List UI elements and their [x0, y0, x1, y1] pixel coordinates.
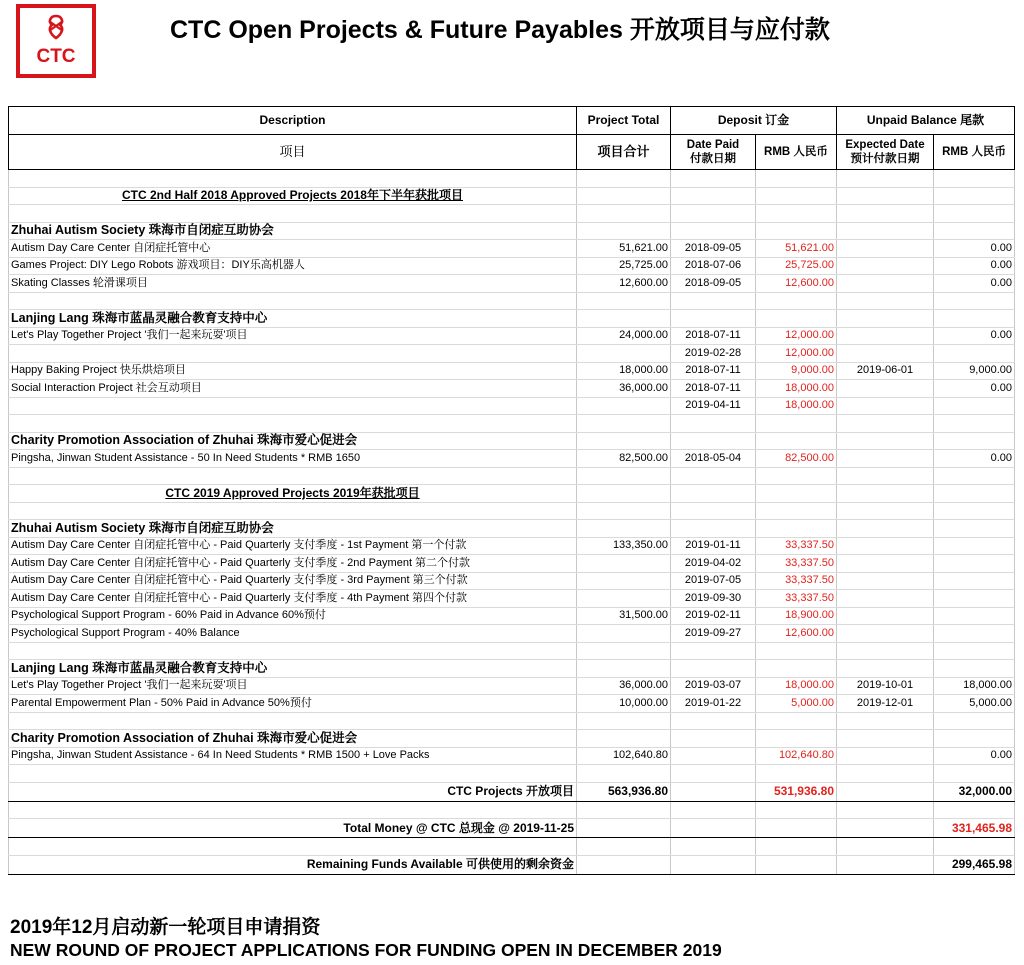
total-money-row	[9, 819, 1015, 838]
deposit-rmb-cell: 12,600.00	[756, 625, 837, 643]
blank-row	[9, 415, 1015, 433]
org-row	[9, 660, 1015, 678]
date-paid-cell: 2019-02-28	[671, 345, 756, 363]
balance-rmb-cell	[934, 555, 1015, 573]
date-paid-cell: 2018-07-11	[671, 380, 756, 398]
expected-date-cell	[837, 345, 934, 363]
date-paid-cell: 2019-07-05	[671, 572, 756, 590]
table-row	[9, 625, 1015, 643]
open-projects-total: 563,936.80	[577, 782, 671, 801]
table-row	[9, 257, 1015, 275]
balance-rmb-cell	[934, 625, 1015, 643]
expected-date-cell	[837, 275, 934, 293]
balance-rmb-cell	[934, 572, 1015, 590]
table-row	[9, 345, 1015, 363]
date-paid-cell: 2019-03-07	[671, 677, 756, 695]
balance-rmb-cell: 0.00	[934, 450, 1015, 468]
expected-date-cell	[837, 555, 934, 573]
description-cell: Pingsha, Jinwan Student Assistance - 50 In Need Students * RMB 1650	[9, 450, 577, 468]
project-total-cell	[577, 572, 671, 590]
col-unpaid-balance: Unpaid Balance 尾款	[837, 107, 1015, 135]
org-zhuhai-autism-society: Zhuhai Autism Society 珠海市自闭症互助协会	[9, 222, 577, 240]
expected-date-cell: 2019-12-01	[837, 695, 934, 713]
deposit-rmb-cell: 12,600.00	[756, 275, 837, 293]
date-paid-cell: 2018-09-05	[671, 240, 756, 258]
blank-row	[9, 712, 1015, 730]
date-paid-cell: 2018-07-06	[671, 257, 756, 275]
balance-rmb-cell	[934, 397, 1015, 415]
org-row	[9, 310, 1015, 328]
balance-rmb-cell	[934, 607, 1015, 625]
expected-date-cell	[837, 380, 934, 398]
table-row	[9, 747, 1015, 765]
deposit-rmb-cell: 33,337.50	[756, 590, 837, 608]
deposit-rmb-cell: 18,900.00	[756, 607, 837, 625]
description-cell: Pingsha, Jinwan Student Assistance - 64 In Need Students * RMB 1500 + Love Packs	[9, 747, 577, 765]
expected-date-cell: 2019-06-01	[837, 362, 934, 380]
date-paid-cell: 2019-02-11	[671, 607, 756, 625]
balance-rmb-cell: 0.00	[934, 275, 1015, 293]
org-zhuhai-autism-society: Zhuhai Autism Society 珠海市自闭症互助协会	[9, 520, 577, 538]
balance-rmb-cell: 0.00	[934, 747, 1015, 765]
expected-date-cn-label: 预计付款日期	[850, 153, 920, 165]
description-cell	[9, 345, 577, 363]
table-row	[9, 537, 1015, 555]
remaining-funds-value: 299,465.98	[934, 855, 1015, 874]
project-total-cell	[577, 555, 671, 573]
date-paid-cell: 2019-01-22	[671, 695, 756, 713]
project-total-cell	[577, 590, 671, 608]
blank-row	[9, 838, 1015, 856]
project-total-cell: 18,000.00	[577, 362, 671, 380]
deposit-rmb-cell: 33,337.50	[756, 555, 837, 573]
expected-date-cell	[837, 397, 934, 415]
remaining-funds-row	[9, 855, 1015, 874]
description-cell: Psychological Support Program - 40% Balance	[9, 625, 577, 643]
date-paid-cell	[671, 747, 756, 765]
table-row	[9, 240, 1015, 258]
date-paid-cell: 2019-09-30	[671, 590, 756, 608]
description-cell: Autism Day Care Center 自闭症托管中心 - Paid Quarterly 支付季度 - 2nd Payment 第二个付款	[9, 555, 577, 573]
project-total-cell	[577, 397, 671, 415]
balance-rmb-cell: 0.00	[934, 240, 1015, 258]
table-row	[9, 327, 1015, 345]
header-row-2	[9, 135, 1015, 170]
expected-date-cell	[837, 537, 934, 555]
balance-rmb-cell: 18,000.00	[934, 677, 1015, 695]
org-row	[9, 222, 1015, 240]
expected-date-cell	[837, 590, 934, 608]
col-description: Description	[9, 107, 577, 135]
project-total-cell: 133,350.00	[577, 537, 671, 555]
description-cell: Happy Baking Project 快乐烘焙项目	[9, 362, 577, 380]
expected-date-cell	[837, 747, 934, 765]
org-lanjing-lang: Lanjing Lang 珠海市蓝晶灵融合教育支持中心	[9, 660, 577, 678]
table-row	[9, 607, 1015, 625]
open-projects-balance: 32,000.00	[934, 782, 1015, 801]
description-cell: Parental Empowerment Plan - 50% Paid in Advance 50%预付	[9, 695, 577, 713]
project-total-cell: 102,640.80	[577, 747, 671, 765]
col-date-paid	[671, 135, 756, 170]
expected-date-cell: 2019-10-01	[837, 677, 934, 695]
description-cell: Skating Classes 轮滑课项目	[9, 275, 577, 293]
footer-announcement-en: NEW ROUND OF PROJECT APPLICATIONS FOR FUNDING OPEN IN DECEMBER 2019	[10, 940, 722, 960]
knot-icon	[44, 14, 68, 40]
date-paid-cell: 2019-04-02	[671, 555, 756, 573]
col-rmb-balance: RMB 人民币	[934, 135, 1015, 170]
table-row	[9, 590, 1015, 608]
table-row	[9, 397, 1015, 415]
description-cell: Psychological Support Program - 60% Paid in Advance 60%预付	[9, 607, 577, 625]
date-paid-cell: 2019-09-27	[671, 625, 756, 643]
section-row	[9, 187, 1015, 205]
date-paid-cell: 2018-07-11	[671, 327, 756, 345]
balance-rmb-cell: 0.00	[934, 327, 1015, 345]
balance-rmb-cell	[934, 537, 1015, 555]
expected-date-cell	[837, 257, 934, 275]
open-projects-label: CTC Projects 开放项目	[9, 782, 577, 801]
ctc-logo	[16, 4, 96, 78]
project-total-cell	[577, 345, 671, 363]
project-total-cell: 10,000.00	[577, 695, 671, 713]
col-expected-date	[837, 135, 934, 170]
project-total-cell: 36,000.00	[577, 380, 671, 398]
header-row-1	[9, 107, 1015, 135]
blank-row	[9, 642, 1015, 660]
logo-text: CTC	[36, 46, 76, 67]
total-money-label: Total Money @ CTC 总现金 @ 2019-11-25	[9, 819, 577, 838]
blank-row	[9, 170, 1015, 188]
deposit-rmb-cell: 18,000.00	[756, 677, 837, 695]
deposit-rmb-cell: 18,000.00	[756, 397, 837, 415]
deposit-rmb-cell: 5,000.00	[756, 695, 837, 713]
blank-row	[9, 205, 1015, 223]
balance-rmb-cell	[934, 345, 1015, 363]
expected-date-cell	[837, 327, 934, 345]
col-project-total: Project Total	[577, 107, 671, 135]
balance-rmb-cell	[934, 590, 1015, 608]
description-cell: Games Project: DIY Lego Robots 游戏项目：DIY乐高机器人	[9, 257, 577, 275]
project-total-cell: 24,000.00	[577, 327, 671, 345]
org-charity-promotion: Charity Promotion Association of Zhuhai 珠海市爱心促进会	[9, 432, 577, 450]
expected-date-cell	[837, 572, 934, 590]
blank-row	[9, 502, 1015, 520]
description-cell: Autism Day Care Center 自闭症托管中心 - Paid Quarterly 支付季度 - 1st Payment 第一个付款	[9, 537, 577, 555]
col-project-total-cn: 项目合计	[577, 135, 671, 170]
org-lanjing-lang: Lanjing Lang 珠海市蓝晶灵融合教育支持中心	[9, 310, 577, 328]
payables-table	[8, 106, 1015, 875]
section-row	[9, 485, 1015, 503]
section-2018-title: CTC 2nd Half 2018 Approved Projects 2018年下半年获批项目	[9, 187, 577, 205]
date-paid-cell: 2018-09-05	[671, 275, 756, 293]
table-row	[9, 695, 1015, 713]
table-row	[9, 555, 1015, 573]
total-money-value: 331,465.98	[934, 819, 1015, 838]
balance-rmb-cell: 9,000.00	[934, 362, 1015, 380]
date-paid-cell: 2019-04-11	[671, 397, 756, 415]
deposit-rmb-cell: 18,000.00	[756, 380, 837, 398]
open-projects-total-row	[9, 782, 1015, 801]
description-cell: Autism Day Care Center 自闭症托管中心 - Paid Quarterly 支付季度 - 4th Payment 第四个付款	[9, 590, 577, 608]
project-total-cell: 31,500.00	[577, 607, 671, 625]
blank-row	[9, 801, 1015, 819]
table-row	[9, 362, 1015, 380]
blank-row	[9, 292, 1015, 310]
section-2019-title: CTC 2019 Approved Projects 2019年获批项目	[9, 485, 577, 503]
deposit-rmb-cell: 51,621.00	[756, 240, 837, 258]
description-cell: Autism Day Care Center 自闭症托管中心	[9, 240, 577, 258]
expected-date-cell	[837, 625, 934, 643]
balance-rmb-cell: 0.00	[934, 380, 1015, 398]
open-projects-deposit: 531,936.80	[756, 782, 837, 801]
remaining-funds-label: Remaining Funds Available 可供使用的剩余资金	[9, 855, 577, 874]
expected-date-cell	[837, 450, 934, 468]
balance-rmb-cell: 0.00	[934, 257, 1015, 275]
description-cell: Social Interaction Project 社会互动项目	[9, 380, 577, 398]
blank-row	[9, 467, 1015, 485]
project-total-cell: 12,600.00	[577, 275, 671, 293]
blank-row	[9, 765, 1015, 783]
date-paid-cn-label: 付款日期	[690, 153, 736, 165]
org-row	[9, 520, 1015, 538]
col-rmb-deposit: RMB 人民币	[756, 135, 837, 170]
footer-announcement-cn: 2019年12月启动新一轮项目申请捐资	[10, 917, 321, 938]
project-total-cell: 82,500.00	[577, 450, 671, 468]
deposit-rmb-cell: 33,337.50	[756, 572, 837, 590]
deposit-rmb-cell: 102,640.80	[756, 747, 837, 765]
project-total-cell: 51,621.00	[577, 240, 671, 258]
date-paid-cell: 2018-07-11	[671, 362, 756, 380]
col-deposit: Deposit 订金	[671, 107, 837, 135]
deposit-rmb-cell: 12,000.00	[756, 327, 837, 345]
org-row	[9, 432, 1015, 450]
project-total-cell: 36,000.00	[577, 677, 671, 695]
org-row	[9, 730, 1015, 748]
expected-date-cell	[837, 607, 934, 625]
date-paid-cell: 2019-01-11	[671, 537, 756, 555]
table-row	[9, 275, 1015, 293]
date-paid-cell: 2018-05-04	[671, 450, 756, 468]
page-title: CTC Open Projects & Future Payables 开放项目与应付款	[170, 16, 830, 44]
expected-date-cell	[837, 240, 934, 258]
col-description-cn: 项目	[9, 135, 577, 170]
expected-date-label: Expected Date	[845, 139, 925, 151]
description-cell: Autism Day Care Center 自闭症托管中心 - Paid Quarterly 支付季度 - 3rd Payment 第三个付款	[9, 572, 577, 590]
balance-rmb-cell: 5,000.00	[934, 695, 1015, 713]
description-cell: Let's Play Together Project '我们一起来玩耍'项目	[9, 677, 577, 695]
org-charity-promotion: Charity Promotion Association of Zhuhai 珠海市爱心促进会	[9, 730, 577, 748]
table-row	[9, 677, 1015, 695]
deposit-rmb-cell: 25,725.00	[756, 257, 837, 275]
deposit-rmb-cell: 12,000.00	[756, 345, 837, 363]
table-row	[9, 450, 1015, 468]
logo-inner	[20, 8, 92, 74]
description-cell	[9, 397, 577, 415]
project-total-cell: 25,725.00	[577, 257, 671, 275]
project-total-cell	[577, 625, 671, 643]
table-row	[9, 380, 1015, 398]
table-row	[9, 572, 1015, 590]
description-cell: Let's Play Together Project '我们一起来玩耍'项目	[9, 327, 577, 345]
deposit-rmb-cell: 82,500.00	[756, 450, 837, 468]
date-paid-label: Date Paid	[686, 139, 740, 151]
deposit-rmb-cell: 33,337.50	[756, 537, 837, 555]
deposit-rmb-cell: 9,000.00	[756, 362, 837, 380]
